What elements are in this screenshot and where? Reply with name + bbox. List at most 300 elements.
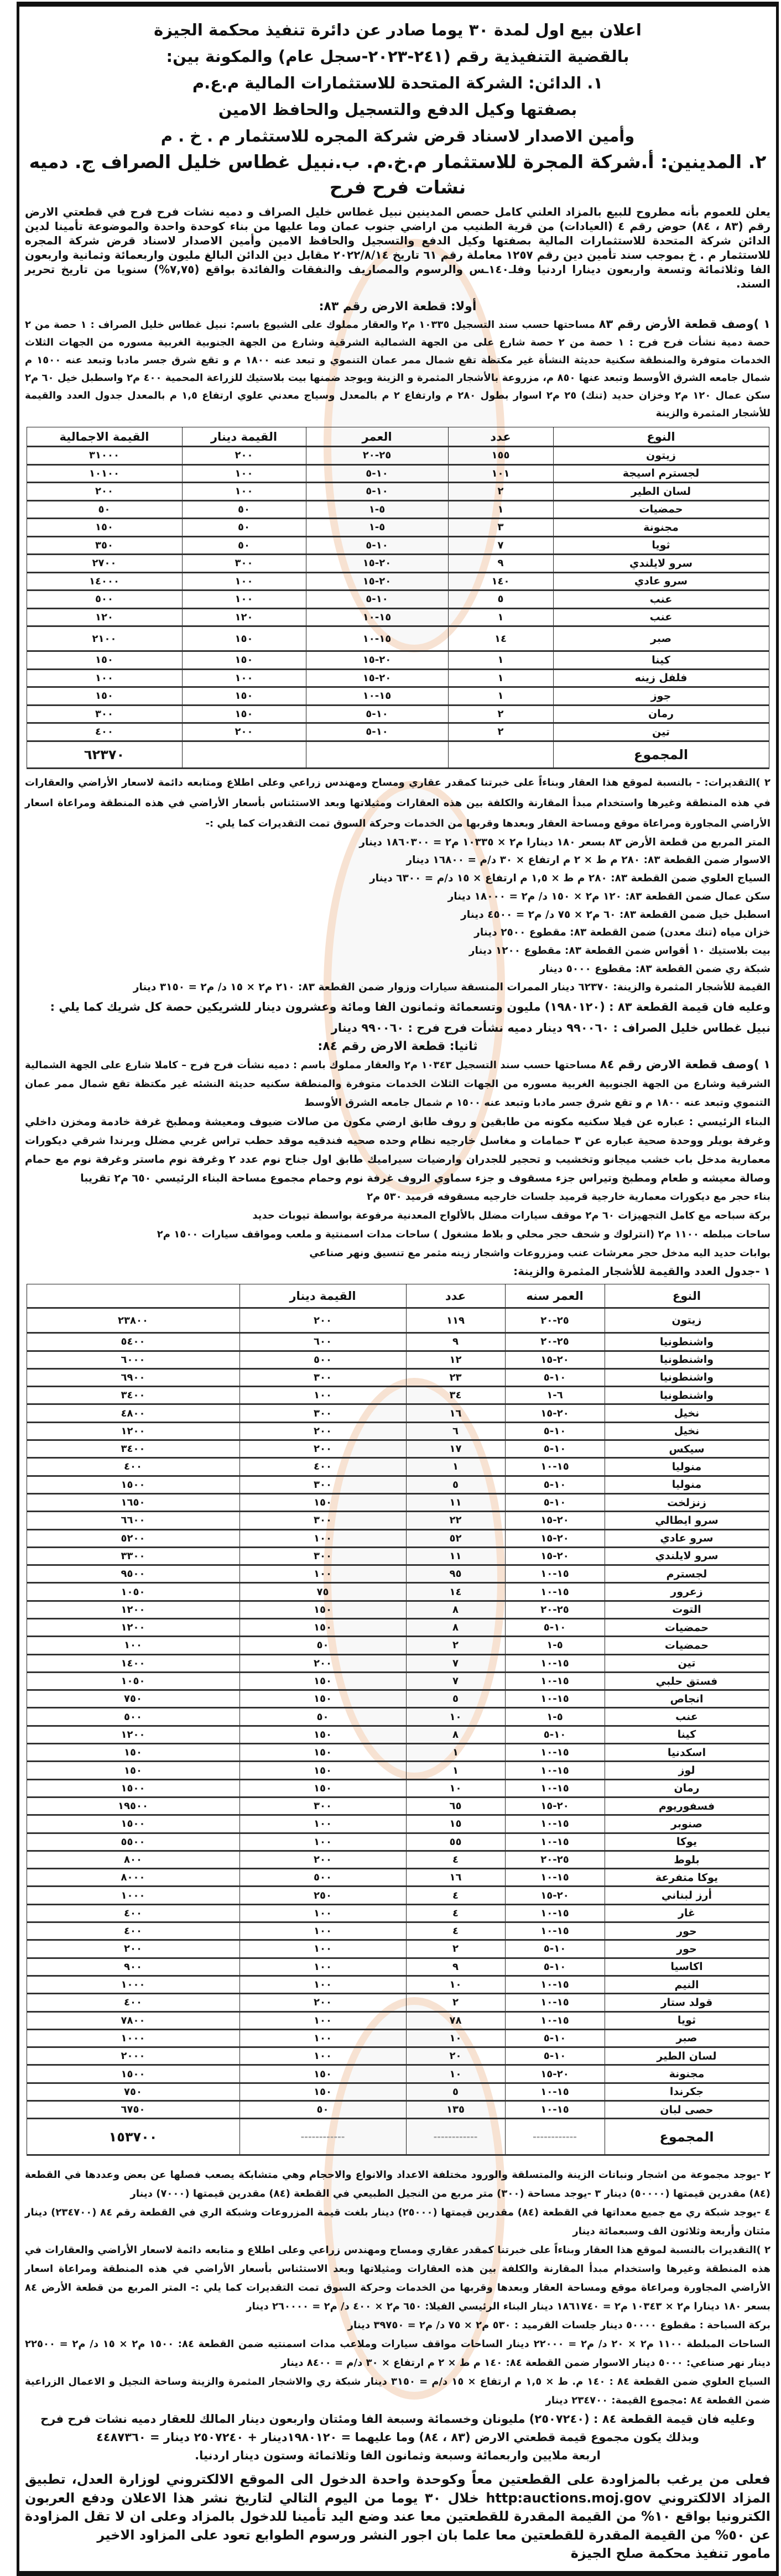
cell-age bbox=[505, 2083, 605, 2100]
cell-value: ٣٠٠ bbox=[314, 1478, 332, 1491]
table-row bbox=[27, 1476, 769, 1493]
feature-line: بناء حجر مع ديكورات معمارية خارجية قرميد جلسات خارجيه مسقوفه قرميد ٥٣٠ م٢ bbox=[367, 1191, 770, 1203]
cell-value: ٩ bbox=[452, 1336, 459, 1348]
cell-value: ١٢ bbox=[449, 1354, 462, 1366]
cell-count bbox=[448, 608, 553, 626]
cell-value: ٣٤٠٠ bbox=[121, 1389, 145, 1402]
cell-total-value bbox=[27, 1512, 239, 1529]
cell-value: ٢٠٠ bbox=[124, 1943, 142, 1955]
cell-total-value bbox=[27, 483, 182, 501]
total-value-words: اربعة ملايين واربعمائة وسبعة وثمانون الفا وثلاثمائة وستون دينار اردنيا. bbox=[195, 2449, 601, 2463]
cell-type: عنب bbox=[553, 591, 769, 609]
cell-value: ٥ bbox=[452, 1693, 459, 1705]
cell-value: ١ bbox=[452, 1461, 459, 1473]
cell-age bbox=[505, 1976, 605, 1993]
cell-value: ٧ bbox=[452, 1657, 459, 1669]
table-row bbox=[27, 536, 769, 555]
table-row bbox=[27, 1351, 769, 1368]
cell-value: ١٢٠٠ bbox=[121, 1622, 145, 1634]
plot84-features bbox=[25, 1188, 770, 1263]
table-row bbox=[27, 1637, 769, 1654]
cell-unit-value bbox=[182, 500, 306, 519]
cell-age bbox=[505, 1333, 605, 1351]
cell-unit-value bbox=[239, 2011, 406, 2029]
cell-value: ٤٠٠ bbox=[314, 1461, 332, 1473]
plot84-trees-table bbox=[27, 1284, 769, 2156]
cell-count bbox=[406, 1672, 505, 1690]
cell-unit-value bbox=[239, 1904, 406, 1922]
cell-value: ٩٠٠ bbox=[124, 1961, 142, 1973]
cell-value: ١٥٠ bbox=[314, 1675, 332, 1687]
cell-unit-value bbox=[239, 1815, 406, 1833]
cell-value: ١٥-١٠ bbox=[540, 1675, 569, 1687]
cell-type: زنزلخت bbox=[605, 1493, 769, 1511]
table-row bbox=[27, 1619, 769, 1637]
cell-value: ٥٠ bbox=[316, 1639, 329, 1652]
table-row bbox=[27, 1940, 769, 1958]
cell-value: ٥٠٠ bbox=[314, 1354, 332, 1366]
cell-total-value bbox=[27, 519, 182, 537]
table-row bbox=[27, 608, 769, 626]
plot83-heading: أولا: قطعة الارض رقم ٨٣: bbox=[319, 300, 477, 313]
cell-value: ١٥-١٠ bbox=[540, 1764, 569, 1776]
cell-value: ٢٥-٢٠ bbox=[540, 1854, 569, 1866]
total-row bbox=[27, 2119, 769, 2155]
plot83-shares: نبيل غطاس خليل الصراف : ٩٩٠٠٦٠ دينار دميه نشأت فرح فرح : ٩٩٠٠٦٠ دينار bbox=[331, 1021, 770, 1035]
cell-value: ٥-١ bbox=[546, 1711, 563, 1723]
cell-type: نخيل bbox=[605, 1404, 769, 1422]
cell-value: ٢٣ bbox=[449, 1371, 462, 1383]
cell-age bbox=[505, 2047, 605, 2065]
cell-value: ٢ bbox=[452, 1943, 459, 1955]
table-row bbox=[27, 723, 769, 741]
cell-type: فستق حلبي bbox=[605, 1672, 769, 1690]
cell-value: ١٠٠ bbox=[95, 672, 113, 684]
plot84-notes-irrigation: ٤ -يوجد شبكة ري مع جميع معداتها في القطعة (٨٤) مقدرين قيمتها (٢٥٠٠٠) دينار بلغت قيمة المزروعات وشبكة الري في القطعة رقم ٨٤ (٢٣٤٧٠٠) دينار مئتان وأربعة وثلاثون الف وسبعمائة دينار bbox=[25, 2207, 770, 2238]
cell-total-value bbox=[27, 626, 182, 651]
cell-unit-value bbox=[239, 1690, 406, 1708]
cell-type: اسكدنيا bbox=[605, 1744, 769, 1762]
cell-total-value bbox=[27, 1601, 239, 1618]
cell-value: ١٥٠ bbox=[314, 1747, 332, 1759]
cell-count bbox=[406, 1869, 505, 1887]
table-row bbox=[27, 1851, 769, 1868]
plot83-estimates-list bbox=[25, 834, 770, 997]
cell-value: ٣٠٠ bbox=[235, 557, 253, 569]
estimate-line: السياج العلوي ضمن القطعة ٨٣: ٢٨٠ م ط × ١,٥ م ارتفاع × ١٥ د/م = ٦٣٠٠ دينار bbox=[369, 872, 770, 884]
cell-value: ١٤٠٠٠ bbox=[89, 575, 119, 587]
cell-age bbox=[306, 519, 448, 537]
cell-unit-value bbox=[182, 447, 306, 465]
cell-total-value bbox=[27, 687, 182, 706]
cell-value: ١٠٠ bbox=[314, 2032, 332, 2044]
cell-age bbox=[306, 591, 448, 609]
cell-value: ١٠ bbox=[449, 2068, 462, 2080]
cell-value: ٢٠-١٥ bbox=[540, 1532, 569, 1544]
feature-line: ساحات مبلطه ١١٠٠ م٢ (انترلوك و شحف حجر محلي و بلاط مشغول ) ساحات مدات اسمنتية و ملعب ومواقف سيارات ١٥٠٠ م٢ bbox=[157, 1229, 770, 1241]
cell-count bbox=[406, 1958, 505, 1976]
cell-type: لسان الطير bbox=[553, 483, 769, 501]
cell-age bbox=[505, 1672, 605, 1690]
cell-count bbox=[406, 1940, 505, 1958]
cell-value: ١٥-١٠ bbox=[540, 1997, 569, 2009]
cell-unit-value bbox=[239, 1976, 406, 1993]
cell-value: ٨ bbox=[452, 1728, 459, 1741]
cell-total-value bbox=[27, 1654, 239, 1672]
cell-age bbox=[505, 1368, 605, 1386]
cell-unit-value bbox=[239, 1565, 406, 1583]
cell-count bbox=[448, 500, 553, 519]
cell-value: ١٠-٥ bbox=[543, 2032, 566, 2044]
cell-count bbox=[406, 1922, 505, 1940]
cell-value: ١٥-١٠ bbox=[540, 1657, 569, 1669]
cell-unit-value bbox=[239, 1672, 406, 1690]
cell-type: لجسترم اسيجة bbox=[553, 464, 769, 483]
table-row bbox=[27, 669, 769, 687]
cell-value: ١١ bbox=[449, 1497, 462, 1509]
plot83-description-lead: ١ )وصف قطعة الأرض رقم ٨٣ bbox=[598, 317, 770, 331]
cell-age bbox=[505, 1994, 605, 2011]
cell-value: ٢٥-٢٠ bbox=[540, 1603, 569, 1616]
cell-type: ثويا bbox=[553, 536, 769, 555]
cell-count bbox=[448, 651, 553, 670]
cell-age bbox=[505, 1476, 605, 1493]
cell-age bbox=[505, 1690, 605, 1708]
cell-type: حور bbox=[605, 1922, 769, 1940]
table-row bbox=[27, 1779, 769, 1797]
cell-total-value bbox=[27, 1458, 239, 1476]
cell-value: ٧٨٠٠ bbox=[121, 2014, 145, 2026]
cell-type: أرز لبناني bbox=[605, 1887, 769, 1904]
cell-type: لسان الطير bbox=[605, 2047, 769, 2065]
cell-value: ٢٥-٢٠ bbox=[540, 1336, 569, 1348]
cell-value: ٣٠٠ bbox=[314, 1407, 332, 1419]
cell-value: ١٠-٥ bbox=[543, 1497, 566, 1509]
total-cell-age: ------------ bbox=[505, 2119, 605, 2155]
column-header-count: عدد bbox=[448, 427, 553, 447]
cell-type: زيتون bbox=[553, 447, 769, 465]
cell-age bbox=[505, 1619, 605, 1637]
cell-type: حصى لبان bbox=[605, 2101, 769, 2119]
cell-type: واشنطونيا bbox=[605, 1333, 769, 1351]
cell-unit-value bbox=[239, 1458, 406, 1476]
cell-total-value bbox=[27, 1351, 239, 1368]
cell-value: ١٥-١٠ bbox=[362, 611, 392, 623]
cell-unit-value bbox=[239, 1368, 406, 1386]
cell-value: ١٠-٥ bbox=[543, 1478, 566, 1491]
cell-age bbox=[505, 1529, 605, 1547]
cell-value: ٥-١ bbox=[368, 521, 386, 534]
cell-count bbox=[406, 1493, 505, 1511]
total-cell-total-value: ٦٢٣٧٠ bbox=[27, 741, 182, 768]
cell-value: ٣٤٠٠ bbox=[121, 1443, 145, 1455]
cell-type: سرو عادي bbox=[605, 1529, 769, 1547]
cell-value: ١٠٠ bbox=[314, 2014, 332, 2026]
cell-type: فسفوريوم bbox=[605, 1797, 769, 1815]
cell-value: ١٥-١٠ bbox=[540, 1818, 569, 1830]
column-header-age: العمر سنه bbox=[505, 1284, 605, 1308]
cell-unit-value bbox=[182, 464, 306, 483]
cell-unit-value bbox=[239, 1512, 406, 1529]
table-header-row bbox=[27, 427, 769, 447]
cell-value: ٥٢٠٠ bbox=[121, 1532, 145, 1544]
cell-value: ٦٩٠٠ bbox=[121, 1371, 145, 1383]
cell-type: صنوبر bbox=[605, 1815, 769, 1833]
cell-value: ٢٠٠ bbox=[314, 1997, 332, 2009]
cell-total-value bbox=[27, 464, 182, 483]
cell-value: ١٥-١٠ bbox=[540, 1979, 569, 1991]
cell-value: ٤٠٠ bbox=[124, 1907, 142, 1919]
cell-count bbox=[406, 2101, 505, 2119]
cell-age bbox=[505, 1387, 605, 1404]
cell-value: ١٤٠٠ bbox=[121, 1657, 145, 1669]
cell-total-value bbox=[27, 1708, 239, 1726]
cell-total-value bbox=[27, 2065, 239, 2083]
cell-value: ١٠١٠٠ bbox=[89, 467, 119, 479]
cell-value: ٥٠٠ bbox=[314, 1872, 332, 1884]
plot84-notes bbox=[25, 2166, 770, 2241]
cell-type: مجنونة bbox=[605, 2065, 769, 2083]
table-row bbox=[27, 1994, 769, 2011]
cell-unit-value bbox=[239, 1351, 406, 1368]
cell-value: ٣٥٠ bbox=[95, 539, 113, 551]
creditor: ١. الدائن: الشركة المتحدة للاستثمارات المالية م.ع.م bbox=[192, 74, 603, 92]
cell-unit-value bbox=[239, 1922, 406, 1940]
cell-value: ١٠٠ bbox=[314, 1568, 332, 1580]
cell-total-value bbox=[27, 1940, 239, 1958]
cell-type: نخيل bbox=[605, 1422, 769, 1440]
estimate-line: سكن عمال ضمن القطعة ٨٣: ١٢٠ م٢ × ١٥٠ د/ م٢ = ١٨٠٠٠ دينار bbox=[447, 890, 770, 902]
cell-value: ٥٢ bbox=[449, 1532, 462, 1544]
cell-type: سرو ايطالي bbox=[605, 1512, 769, 1529]
cell-value: ١٢٠٠ bbox=[121, 1603, 145, 1616]
cell-type: صبر bbox=[605, 2029, 769, 2047]
cell-value: ٦٦٠٠ bbox=[121, 1514, 145, 1527]
table-row bbox=[27, 1583, 769, 1601]
cell-type: لوز bbox=[605, 1762, 769, 1779]
cell-value: ١٥-١٠ bbox=[540, 1872, 569, 1884]
cell-value: ١٠-٥ bbox=[543, 2050, 566, 2062]
cell-total-value bbox=[27, 1744, 239, 1762]
cell-value: ١٥-١٠ bbox=[540, 1907, 569, 1919]
cell-value: ١٥٠ bbox=[95, 654, 113, 666]
cell-value: ١٠ bbox=[449, 1782, 462, 1794]
table-row bbox=[27, 1654, 769, 1672]
cell-value: ٢٠-١٥ bbox=[540, 2068, 569, 2080]
cell-unit-value bbox=[239, 1869, 406, 1887]
cell-value: ١٠٥٠ bbox=[121, 1586, 145, 1598]
cell-unit-value bbox=[239, 1493, 406, 1511]
total-cell-count bbox=[448, 741, 553, 768]
cell-total-value bbox=[27, 1690, 239, 1708]
cell-value: ١٩٥٠٠ bbox=[118, 1800, 148, 1812]
cell-value: ١٠-٥ bbox=[366, 485, 388, 498]
cell-unit-value bbox=[182, 519, 306, 537]
cell-value: ٣٠٠ bbox=[314, 1371, 332, 1383]
cell-value: ١٥-١٠ bbox=[540, 1782, 569, 1794]
cell-value: ١٠-٥ bbox=[543, 1961, 566, 1973]
cell-count bbox=[448, 669, 553, 687]
cell-total-value bbox=[27, 1422, 239, 1440]
cell-value: ١٥٠٠ bbox=[121, 1818, 145, 1830]
table-row bbox=[27, 1387, 769, 1404]
cell-value: ٥ bbox=[452, 2086, 459, 2098]
cell-count bbox=[448, 723, 553, 741]
cell-value: ٤٠٠ bbox=[95, 726, 113, 738]
cell-count bbox=[448, 483, 553, 501]
cell-value: ٢٧٠٠ bbox=[92, 557, 117, 569]
cell-value: ١٥٠ bbox=[235, 708, 253, 720]
cell-type: جوز bbox=[553, 687, 769, 706]
cell-unit-value bbox=[239, 1583, 406, 1601]
cell-value: ١٥-١٠ bbox=[540, 1586, 569, 1598]
cell-unit-value bbox=[239, 1308, 406, 1333]
table-row bbox=[27, 1833, 769, 1851]
cell-count bbox=[406, 1583, 505, 1601]
cell-type: زعرور bbox=[605, 1583, 769, 1601]
column-header-unit-value: القيمة دينار bbox=[182, 427, 306, 447]
estimate-line: الاسوار ضمن القطعة ٨٣: ٢٨٠ م ط × ٢ م ارتفاع × ٣٠ د/م = ١٦٨٠٠ دينار bbox=[406, 854, 770, 866]
cell-value: ٢ bbox=[452, 1997, 459, 2009]
cell-value: ٣٤ bbox=[449, 1389, 462, 1402]
column-header-total-value bbox=[27, 1284, 239, 1308]
cell-value: ١٢٠٠ bbox=[121, 1425, 145, 1437]
cell-count bbox=[406, 2083, 505, 2100]
cell-value: ٩ bbox=[452, 1961, 459, 1973]
cell-total-value bbox=[27, 1619, 239, 1637]
cell-value: ١٥-١٠ bbox=[540, 1568, 569, 1580]
cell-unit-value bbox=[239, 2101, 406, 2119]
cell-value: ١٥-١٠ bbox=[362, 690, 392, 702]
cell-value: ١٢٠ bbox=[235, 611, 253, 623]
cell-type: منوليا bbox=[605, 1458, 769, 1476]
cell-total-value bbox=[27, 2083, 239, 2100]
cell-count bbox=[406, 1619, 505, 1637]
cell-value: ٧ bbox=[497, 539, 504, 551]
table-row bbox=[27, 1547, 769, 1565]
cell-value: ٢٢ bbox=[449, 1514, 462, 1527]
cell-count bbox=[448, 447, 553, 465]
cell-value: ٥٠ bbox=[98, 503, 111, 515]
cell-count bbox=[406, 1637, 505, 1654]
cell-value: ١٠-٥ bbox=[366, 726, 388, 738]
cell-count bbox=[406, 1440, 505, 1458]
feature-line: بوابات حديد اليه مدخل حجر معرشات عنب ومزروعات واشجار زينه مثمر مع تنسيق ونهر صناعي bbox=[309, 1247, 770, 1260]
cell-unit-value bbox=[182, 555, 306, 573]
cell-total-value bbox=[27, 1529, 239, 1547]
cell-count bbox=[448, 687, 553, 706]
cell-type: التوت bbox=[605, 1601, 769, 1618]
cell-total-value bbox=[27, 1958, 239, 1976]
cell-value: ٣ bbox=[497, 521, 504, 534]
cell-type: حمضيات bbox=[605, 1619, 769, 1637]
cell-type: واشنطونيا bbox=[605, 1368, 769, 1386]
cell-value: ٥ bbox=[452, 1478, 459, 1491]
cell-value: ٢ bbox=[497, 485, 504, 498]
cell-value: ٥-١ bbox=[368, 503, 386, 515]
cell-age bbox=[505, 1940, 605, 1958]
cell-value: ١٠٠ bbox=[314, 1836, 332, 1848]
cell-age bbox=[505, 1869, 605, 1887]
cell-value: ٤٠٠ bbox=[124, 1925, 142, 1937]
cell-count bbox=[406, 1654, 505, 1672]
cell-age bbox=[505, 1904, 605, 1922]
cell-total-value bbox=[27, 669, 182, 687]
table-row bbox=[27, 1976, 769, 1993]
cell-unit-value bbox=[182, 669, 306, 687]
cell-value: ١٦ bbox=[449, 1872, 462, 1884]
cell-count bbox=[448, 519, 553, 537]
cell-value: ١٥٠ bbox=[314, 1764, 332, 1776]
cell-value: ٥٠ bbox=[316, 1711, 329, 1723]
plot84-table-label: ١ -جدول العدد والقيمة للأشجار المثمرة والزينة: bbox=[513, 1265, 770, 1278]
cell-type: لجسترم bbox=[605, 1565, 769, 1583]
cell-count bbox=[406, 2047, 505, 2065]
cell-value: ٥٠ bbox=[238, 521, 250, 534]
cell-unit-value bbox=[239, 1958, 406, 1976]
cell-age bbox=[306, 572, 448, 591]
cell-age bbox=[306, 483, 448, 501]
cell-value: ٢٠٠ bbox=[314, 1657, 332, 1669]
plot84-notes-ornamental: ٢ -يوجد مجموعة من اشجار ونباتات الزينة والمتسلقة والورود مختلفة الاعداد والانواع والاحجام وهي متشابكة يصعب فصلها عن بعض وعددها في القطعة (٨٤) مقدرين قيمتها (٥٠٠٠٠) دينار ٣ -يوجد مساحة (٣٠٠) متر مربع من النجيل الطبيعي في القطعة (٨٤) مقدرين قيمتها (٧٠٠٠) دينار bbox=[25, 2169, 770, 2200]
cell-value: ١٥٠ bbox=[314, 1603, 332, 1616]
cell-age bbox=[505, 1726, 605, 1743]
cell-type: زيتون bbox=[605, 1308, 769, 1333]
creditor-role-2: وأمين الاصدار لاسناد قرض شركة المجره للاستثمار م . خ . م bbox=[160, 127, 635, 145]
cell-value: ١٥ bbox=[449, 1818, 462, 1830]
plot84-estimates bbox=[25, 2241, 770, 2410]
cell-type: حمضيات bbox=[605, 1637, 769, 1654]
table-row bbox=[27, 1422, 769, 1440]
cell-count bbox=[406, 1308, 505, 1333]
cell-count bbox=[406, 1565, 505, 1583]
cell-type: فلفل زينه bbox=[553, 669, 769, 687]
cell-value: ٢٠٠ bbox=[314, 1425, 332, 1437]
table-row bbox=[27, 1887, 769, 1904]
cell-type: مجنونة bbox=[553, 519, 769, 537]
cell-unit-value bbox=[239, 1797, 406, 1815]
cell-age bbox=[505, 1887, 605, 1904]
table-row bbox=[27, 2083, 769, 2100]
cell-count bbox=[448, 572, 553, 591]
table-header-row bbox=[27, 1284, 769, 1308]
cell-value: ٥٠ bbox=[238, 539, 250, 551]
cell-value: ٣٠٠ bbox=[314, 1800, 332, 1812]
cell-count bbox=[406, 1994, 505, 2011]
cell-value: ١٠٠ bbox=[235, 485, 253, 498]
column-header-total-value: القيمة الاجمالية bbox=[27, 427, 182, 447]
total-cell-total-value: ١٥٣٧٠٠ bbox=[27, 2119, 239, 2155]
cell-count bbox=[406, 1529, 505, 1547]
cell-value: ١٢٠ bbox=[95, 611, 113, 623]
cell-unit-value bbox=[182, 591, 306, 609]
cell-age bbox=[505, 1404, 605, 1422]
cell-value: ١٥٠ bbox=[314, 1782, 332, 1794]
plot84-value-line: وعليه فان قيمة القطعة ٨٤ : (٢٥٠٧٢٤٠) مليونان وخسمائة وسبعة الفا ومئتان واربعون دينار المالك للعقار دميه نشات فرح فرح bbox=[40, 2412, 755, 2426]
cell-unit-value bbox=[239, 2029, 406, 2047]
cell-age bbox=[505, 2101, 605, 2119]
cell-total-value bbox=[27, 555, 182, 573]
cell-value: ١٠-٥ bbox=[366, 467, 388, 479]
cell-age bbox=[505, 1797, 605, 1815]
cell-age bbox=[505, 2029, 605, 2047]
case-number: بالقضية التنفيذية رقم (٢٤١-٢٠٢٣-سجل عام) والمكونة بين: bbox=[166, 47, 629, 66]
table-row bbox=[27, 1869, 769, 1887]
cell-value: ٥ bbox=[497, 593, 504, 605]
cell-value: ٢ bbox=[497, 708, 504, 720]
table-row bbox=[27, 705, 769, 723]
plot84-description bbox=[25, 1055, 770, 1112]
